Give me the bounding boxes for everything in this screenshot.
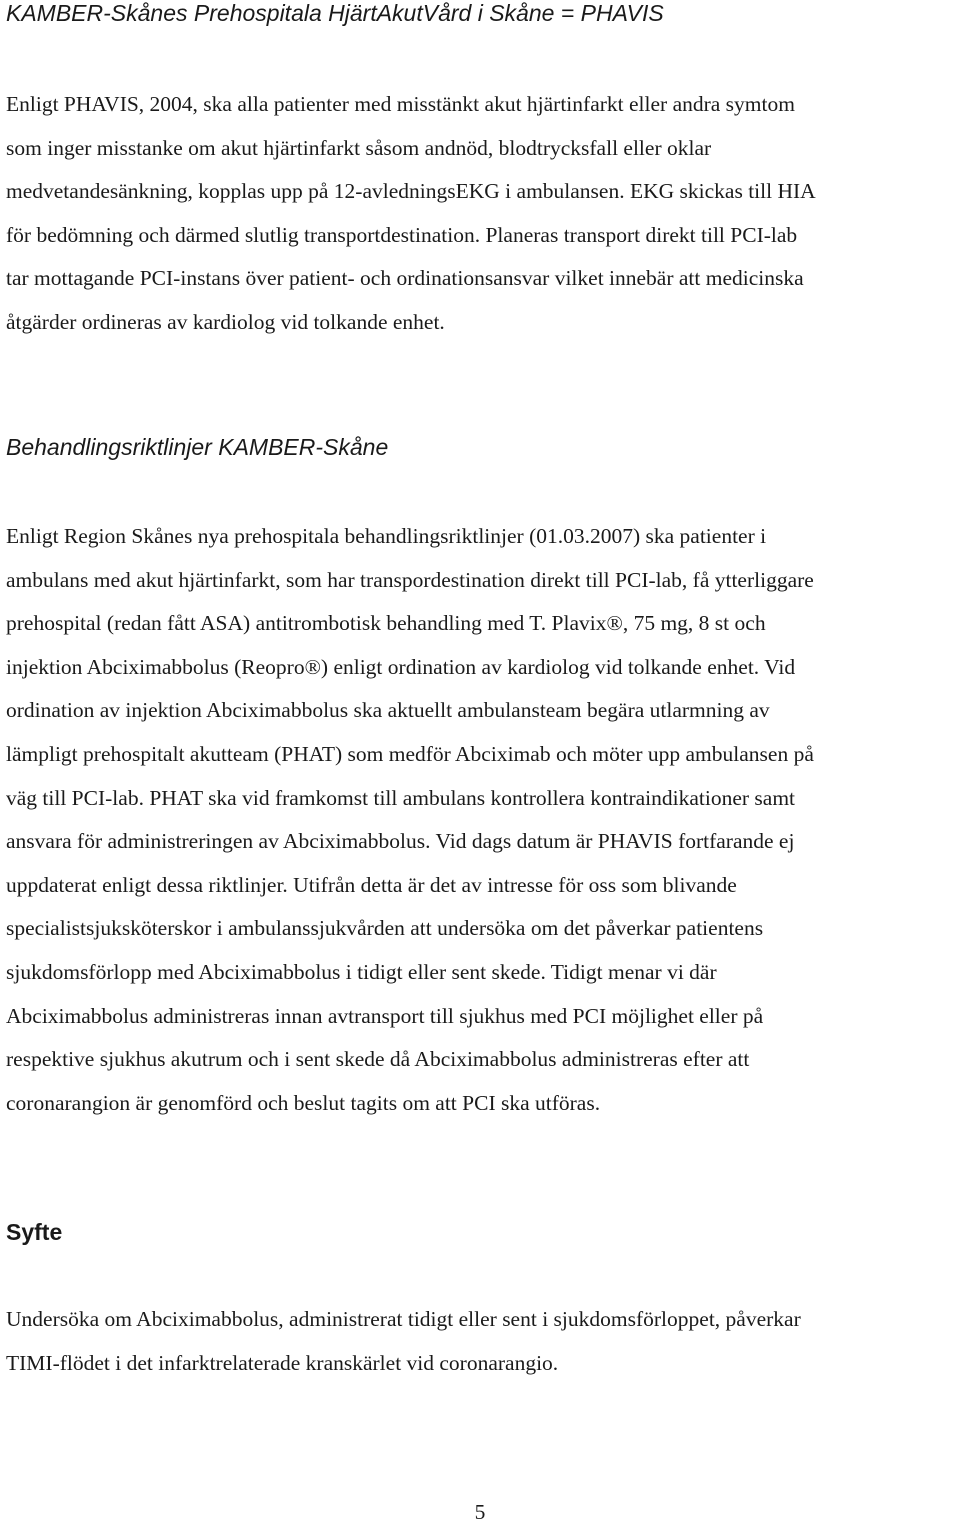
paragraph-line: för bedömning och därmed slutlig transportdestination. Planeras transport direkt till PCI-lab: [6, 222, 798, 247]
paragraph-line: ordination av injektion Abciximabbolus ska aktuellt ambulansteam begära utlarmning av: [6, 698, 770, 723]
paragraph-line: som inger misstanke om akut hjärtinfarkt såsom andnöd, blodtrycksfall eller oklar: [6, 135, 712, 160]
intro-paragraph: [6, 83, 958, 345]
paragraph-line: injektion Abciximabbolus (Reopro®) enligt ordination av kardiolog vid tolkande enhet. Vid: [6, 654, 796, 679]
paragraph-line: åtgärder ordineras av kardiolog vid tolkande enhet.: [6, 309, 445, 334]
paragraph-line: Undersöka om Abciximabbolus, administrerat tidigt eller sent i sjukdomsförloppet, påverkar: [6, 1307, 801, 1331]
paragraph-line: TIMI-flödet i det infarktrelaterade kranskärlet vid coronarangio.: [6, 1350, 559, 1375]
paragraph-line: respektive sjukhus akutrum och i sent skede då Abciximabbolus administreras efter att: [6, 1047, 750, 1072]
guidelines-paragraph: [6, 515, 958, 1125]
document-title: KAMBER-Skånes Prehospitala HjärtAkutVård i Skåne = PHAVIS: [6, 0, 664, 26]
paragraph-line: Enligt Region Skånes nya prehospitala behandlingsriktlinjer (01.03.2007) ska patienter i: [6, 524, 767, 548]
paragraph-line: ambulans med akut hjärtinfarkt, som har transpordestination direkt till PCI-lab, få ytterliggare: [6, 567, 814, 592]
paragraph-line: specialistsjuksköterskor i ambulanssjukvården att undersöka om det påverkar patientens: [6, 916, 764, 941]
section-heading-guidelines: Behandlingsriktlinjer KAMBER-Skåne: [6, 434, 389, 460]
paragraph-line: Abciximabbolus administreras innan avtransport till sjukhus med PCI möjlighet eller på: [6, 1003, 764, 1028]
paragraph-line: lämpligt prehospitalt akutteam (PHAT) som medför Abciximab och möter upp ambulansen på: [6, 741, 814, 766]
paragraph-line: väg till PCI-lab. PHAT ska vid framkomst till ambulans kontrollera kontraindikationer samt: [6, 785, 796, 810]
paragraph-line: uppdaterat enligt dessa riktlinjer. Utifrån detta är det av intresse för oss som blivande: [6, 872, 737, 897]
paragraph-line: Enligt PHAVIS, 2004, ska alla patienter med misstänkt akut hjärtinfarkt eller andra symtom: [6, 92, 795, 116]
section-heading-purpose: Syfte: [6, 1219, 63, 1245]
paragraph-line: ansvara för administreringen av Abciximabbolus. Vid dags datum är PHAVIS fortfarande ej: [6, 829, 795, 854]
paragraph-line: coronarangion är genomförd och beslut tagits om att PCI ska utföras.: [6, 1090, 601, 1115]
paragraph-line: tar mottagande PCI-instans över patient- och ordinationsansvar vilket innebär att medicinska: [6, 266, 804, 291]
page-number: 5: [474, 1500, 486, 1524]
paragraph-line: medvetandesänkning, kopplas upp på 12-avledningsEKG i ambulansen. EKG skickas till HIA: [6, 179, 816, 204]
paragraph-line: prehospital (redan fått ASA) antitrombotisk behandling med T. Plavix®, 75 mg, 8 st och: [6, 611, 766, 636]
paragraph-line: sjukdomsförlopp med Abciximabbolus i tidigt eller sent skede. Tidigt menar vi där: [6, 959, 717, 984]
purpose-paragraph: [6, 1298, 958, 1385]
